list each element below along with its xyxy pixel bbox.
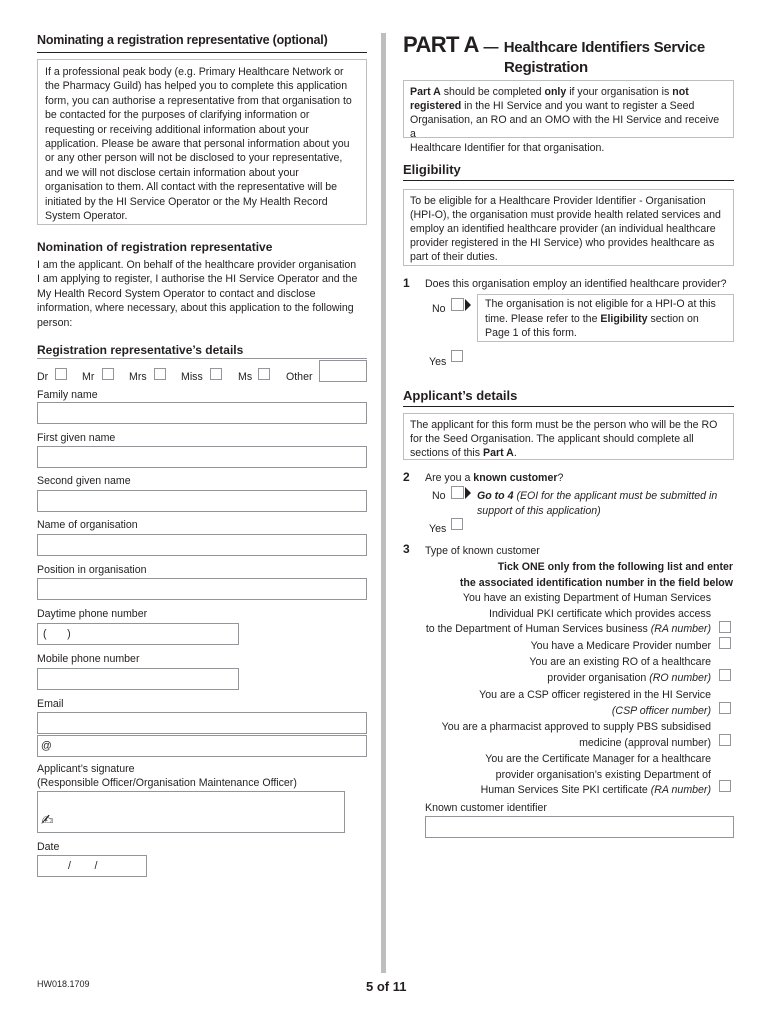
intro-line-3: Organisation, an RO and an OMO with the HI Service and receive a — [410, 114, 720, 140]
customer-option-site-pki-checkbox[interactable] — [719, 780, 731, 792]
customer-option-csp — [479, 688, 711, 719]
customer-option-csp-checkbox[interactable] — [719, 702, 731, 714]
info-line: be contacted for the purposes of clarifying information or — [45, 109, 310, 122]
part-a-subtitle-2: Registration — [504, 59, 588, 76]
info-line: System Operator. — [45, 210, 128, 223]
nomination-text — [37, 258, 372, 330]
customer-option-pharmacist — [442, 720, 711, 751]
question-1-number: 1 — [403, 276, 410, 290]
signature-sub-label: (Responsible Officer/Organisation Maintenance Officer) — [37, 777, 297, 789]
note-line-1: The organisation is not eligible for a HPI-O at this — [485, 298, 716, 310]
option-line: You are an existing RO of a healthcare — [529, 656, 711, 668]
applicant-line-2: for the Seed Organisation. The applicant should complete all — [410, 433, 694, 445]
option-text: to the Department of Human Services business — [425, 623, 651, 635]
title-miss-checkbox[interactable] — [210, 368, 222, 380]
title-ms-checkbox[interactable] — [258, 368, 270, 380]
note-text: time. Please refer to the — [485, 312, 601, 325]
email-input-line-2[interactable] — [37, 735, 367, 757]
option-italic: (RA number) — [650, 623, 711, 635]
intro-text: if your organisation is — [566, 86, 673, 98]
customer-option-pharmacist-checkbox[interactable] — [719, 734, 731, 746]
info-line: requesting or receiving additional information about your — [45, 123, 309, 136]
question-1-yes-label: Yes — [429, 356, 447, 368]
question-1-text: Does this organisation employ an identified healthcare provider? — [425, 278, 727, 290]
info-line: organisation to them. All contact with the representative will be — [45, 181, 338, 194]
q2-text: ? — [557, 472, 564, 484]
instruction-line-2: the associated identification number in the field below — [459, 576, 733, 589]
goto-note: (EOI for the applicant must be submitted in — [513, 490, 718, 502]
info-line: application. Please be aware that personal information about you — [45, 138, 350, 151]
info-line: form, you can authorise a representative from that organisation to — [45, 94, 352, 107]
form-code: HW018.1709 — [37, 979, 90, 989]
eligibility-line: provider registered in the HI Service) who provides healthcare as — [410, 237, 715, 249]
option-line: You are a pharmacist approved to supply PBS subsidised — [441, 721, 711, 733]
info-box-representative — [37, 59, 367, 225]
option-line: You have an existing Department of Human Services — [462, 592, 711, 604]
signature-label: Applicant’s signature — [37, 763, 135, 775]
eligibility-rule — [403, 180, 734, 181]
section-heading-nominating: Nominating a registration representative (optional) — [37, 33, 328, 47]
applicant-heading: Applicant’s details — [403, 388, 518, 403]
question-3-text: Type of known customer — [425, 545, 540, 557]
position-input[interactable] — [37, 578, 367, 600]
note-text: section on — [647, 312, 699, 325]
customer-option-ra — [426, 591, 711, 638]
title-other-label: Other — [286, 371, 313, 383]
note-eligibility: Eligibility — [600, 312, 648, 325]
first-given-name-label: First given name — [37, 432, 116, 444]
question-1-yes-checkbox[interactable] — [451, 350, 463, 362]
eligibility-line: part of their duties. — [410, 251, 498, 263]
question-2-number: 2 — [403, 470, 410, 484]
part-a-label: PART A — [403, 32, 479, 57]
second-given-name-input[interactable] — [37, 490, 367, 512]
page-number: 5 of 11 — [366, 979, 407, 994]
option-text: Human Services Site PKI certificate — [480, 784, 651, 796]
known-customer-identifier-input[interactable] — [425, 816, 734, 838]
heading-rule — [37, 52, 367, 53]
title-miss-label: Miss — [181, 371, 203, 383]
goto-4: Go to 4 — [477, 490, 514, 502]
applicant-part-a: Part A — [483, 447, 514, 459]
option-line — [481, 783, 711, 799]
customer-option-medicare — [531, 639, 711, 655]
phone-area-code-prefix: ( ) — [43, 628, 71, 640]
part-a-title — [403, 32, 705, 58]
organisation-name-label: Name of organisation — [37, 519, 138, 531]
option-line: Individual PKI certificate which provides access — [489, 607, 711, 620]
info-line: initiated by the HI Service Operator or the My Health Record — [45, 195, 328, 208]
intro-only: only — [544, 86, 567, 98]
eligibility-line: employ an identified healthcare provider (an individual healthcare — [410, 223, 716, 235]
question-2-goto — [477, 490, 717, 502]
intro-part-a: Part A — [410, 86, 441, 98]
question-2-no-checkbox[interactable] — [451, 486, 471, 500]
intro-text: should be completed — [440, 86, 545, 98]
mobile-phone-input[interactable] — [37, 668, 239, 690]
nomination-line: person: — [37, 316, 73, 329]
nomination-line: I am the applicant. On behalf of the healthcare provider organisation — [37, 259, 357, 271]
note-line-2 — [485, 312, 726, 327]
date-separators: / / — [68, 860, 98, 872]
option-line: You are the Certificate Manager for a healthcare — [485, 753, 711, 765]
option-line — [426, 622, 711, 638]
signature-box[interactable] — [37, 791, 345, 833]
daytime-phone-input[interactable] — [37, 623, 239, 645]
nomination-line: My Health Record System Operator to contact and disclose — [37, 287, 316, 300]
mobile-phone-label: Mobile phone number — [37, 653, 140, 665]
question-2-yes-checkbox[interactable] — [451, 518, 463, 530]
option-italic: (RO number) — [649, 671, 711, 684]
option-line: You are a CSP officer registered in the HI Service — [479, 689, 711, 701]
instruction-line-1: Tick ONE only from the following list and enter — [497, 561, 733, 573]
customer-option-ro — [529, 655, 711, 686]
second-given-name-label: Second given name — [37, 475, 131, 487]
customer-option-ro-checkbox[interactable] — [719, 669, 731, 681]
applicant-box — [403, 413, 734, 460]
date-label: Date — [37, 841, 60, 853]
info-line: the Pharmacy Guild) has helped you to complete this application — [45, 80, 348, 93]
signature-pen-icon: ✍ — [41, 811, 54, 829]
info-line: and we will not disclose certain information about your — [45, 166, 299, 179]
option-line: provider organisation’s existing Department of — [495, 768, 711, 781]
intro-line-1 — [410, 85, 727, 99]
option-text: provider organisation — [547, 671, 650, 684]
option-line: medicine (approval number) — [579, 736, 711, 749]
option-line — [529, 671, 711, 687]
position-label: Position in organisation — [37, 564, 147, 576]
note-line-3: Page 1 of this form. — [485, 327, 577, 339]
question-1-no-label: No — [432, 303, 446, 315]
title-dr-checkbox[interactable] — [55, 368, 67, 380]
rep-details-rule — [37, 358, 367, 359]
q2-known-customer: known customer — [473, 472, 558, 484]
intro-registered: registered — [410, 100, 462, 112]
known-customer-identifier-label: Known customer identifier — [425, 802, 547, 814]
date-input[interactable] — [37, 855, 147, 877]
eligibility-heading: Eligibility — [403, 162, 461, 177]
option-line — [479, 704, 711, 720]
title-dr-label: Dr — [37, 371, 49, 383]
title-mr-checkbox[interactable] — [102, 368, 114, 380]
question-1-no-checkbox[interactable] — [451, 298, 471, 312]
question-2-text — [425, 472, 563, 484]
info-line: or any other person will not be disclosed to your representative, — [45, 152, 343, 165]
q2-text: Are you a — [425, 472, 474, 484]
organisation-name-input[interactable] — [37, 534, 367, 556]
customer-option-medicare-checkbox[interactable] — [719, 637, 731, 649]
nomination-heading: Nomination of registration representative — [37, 240, 273, 254]
intro-not: not — [672, 86, 689, 98]
part-a-intro-box — [403, 80, 734, 154]
applicant-line-1: The applicant for this form must be the person who will be the RO — [410, 419, 718, 431]
daytime-phone-label: Daytime phone number — [37, 608, 148, 620]
eligibility-box — [403, 189, 734, 266]
email-at-prefix: @ — [41, 740, 52, 752]
email-label: Email — [37, 698, 64, 710]
question-2-goto-note-2: support of this application) — [477, 505, 601, 517]
question-2-no-label: No — [432, 490, 446, 502]
rep-details-heading: Registration representative’s details — [37, 343, 244, 357]
question-3-number: 3 — [403, 542, 410, 556]
customer-option-site-pki — [481, 752, 711, 799]
option-line: You have a Medicare Provider number — [530, 640, 711, 652]
question-3-instruction — [460, 560, 733, 591]
intro-line-4: Healthcare Identifier for that organisation. — [410, 142, 605, 154]
email-input-line-1[interactable] — [37, 712, 367, 734]
question-1-no-note — [477, 294, 734, 342]
intro-text: in the HI Service and you want to register a Seed — [461, 100, 695, 112]
intro-line-2 — [410, 99, 727, 113]
title-ms-label: Ms — [238, 371, 253, 383]
first-given-name-input[interactable] — [37, 446, 367, 468]
question-2-yes-label: Yes — [429, 523, 447, 535]
nomination-line: information, where necessary, about this application to the following — [37, 302, 354, 315]
title-mr-label: Mr — [82, 371, 95, 383]
applicant-text: . — [513, 447, 517, 459]
applicant-line-3 — [410, 446, 727, 460]
part-a-subtitle-1: Healthcare Identifiers Service — [503, 39, 705, 56]
option-italic: (RA number) — [650, 784, 711, 796]
eligibility-line: (HPI-O), the organisation must provide health related services and — [410, 209, 721, 221]
info-line: If a professional peak body (e.g. Primary Healthcare Network or — [45, 66, 344, 78]
family-name-label: Family name — [37, 389, 98, 401]
title-other-input[interactable] — [319, 360, 367, 382]
part-a-dash: — — [483, 39, 499, 56]
eligibility-line: To be eligible for a Healthcare Provider Identifier - Organisation — [410, 195, 706, 207]
nomination-line: I am applying to register, I authorise the HI Service Operator and the — [37, 273, 358, 286]
applicant-text: sections of this — [410, 447, 484, 459]
column-divider — [381, 33, 386, 973]
title-mrs-label: Mrs — [129, 371, 147, 383]
title-mrs-checkbox[interactable] — [154, 368, 166, 380]
applicant-rule — [403, 406, 734, 407]
customer-option-ra-checkbox[interactable] — [719, 621, 731, 633]
option-italic: (CSP officer number) — [611, 704, 711, 717]
family-name-input[interactable] — [37, 402, 367, 424]
